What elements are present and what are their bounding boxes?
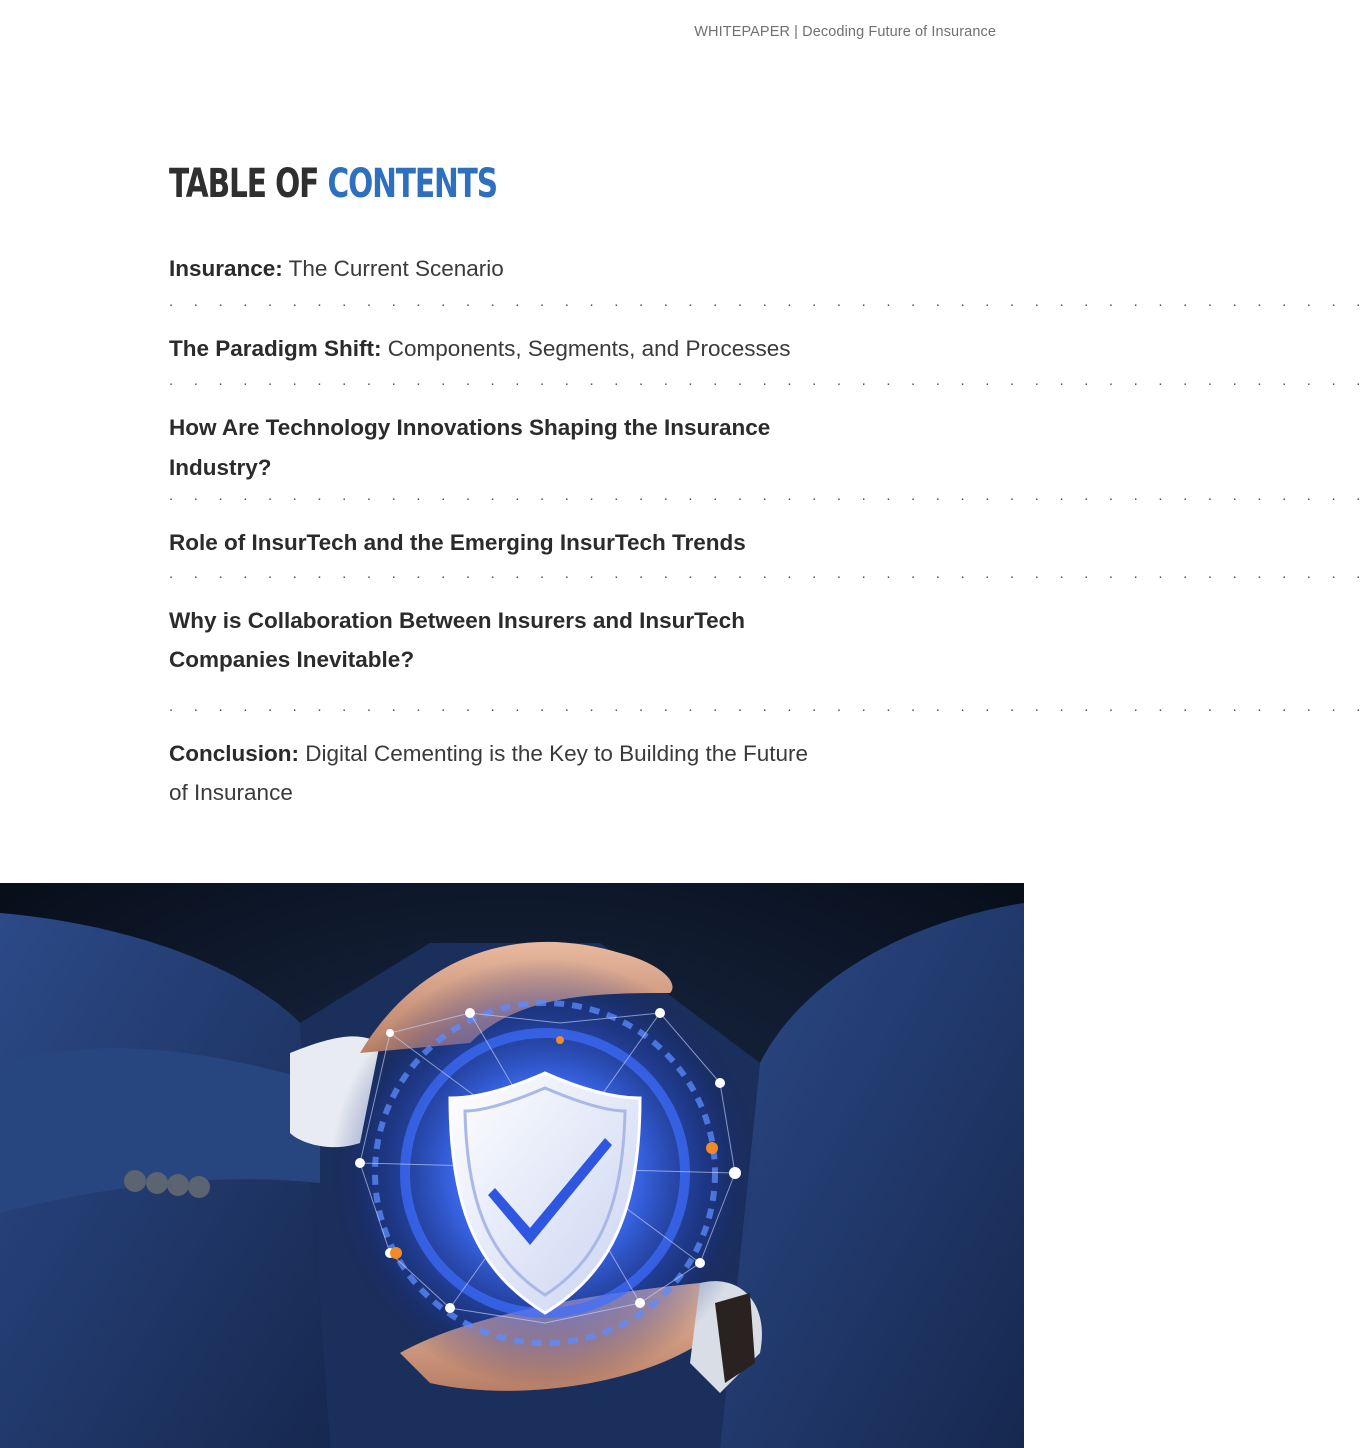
insurance-protection-illustration <box>0 883 1024 1448</box>
toc-entry-rest: The Current Scenario <box>282 256 504 281</box>
toc-entry-insurtech-trends[interactable] <box>169 523 833 563</box>
toc-entry-lead: Role of InsurTech and the Emerging InsurTech Trends <box>169 530 746 555</box>
toc-separator: . . . . . . . . . . . . . . . . . . . . . . . . . . . . . . . . . . . . . . . . . . . . . . . . . <box>169 564 1369 582</box>
toc-entry-lead: Insurance: <box>169 256 283 281</box>
accent-node-icon <box>390 1247 402 1259</box>
toc-entry-lead: The Paradigm Shift: <box>169 335 382 361</box>
toc-separator: . . . . . . . . . . . . . . . . . . . . . . . . . . . . . . . . . . . . . . . . . . . . . . . . . <box>169 487 1369 504</box>
toc-entry-insurance[interactable] <box>169 249 833 289</box>
toc-entry-conclusion[interactable] <box>169 734 833 813</box>
toc-title <box>169 160 497 208</box>
toc-entry-rest: Components, Segments, and Processes <box>381 335 791 361</box>
toc-title-plain: TABLE OF <box>169 161 319 207</box>
toc-separator: . . . . . . . . . . . . . . . . . . . . . . . . . . . . . . . . . . . . . . . . . . . . . . . . . <box>169 372 1369 389</box>
toc-separator: . . . . . . . . . . . . . . . . . . . . . . . . . . . . . . . . . . . . . . . . . . . . . . . . . <box>169 292 1369 310</box>
toc-separator: . . . . . . . . . . . . . . . . . . . . . . . . . . . . . . . . . . . . . . . . . . . . . . . . . <box>169 697 1369 715</box>
toc-entry-lead: Why is Collaboration Between Insurers and InsurTech Companies Inevitable? <box>169 607 745 672</box>
toc-entry-rest: Digital Cementing is the Key to Building the Future of Insurance <box>169 740 809 805</box>
toc-entry-technology-innovations[interactable] <box>169 408 833 487</box>
table-of-contents <box>169 249 1369 813</box>
toc-entry-collaboration[interactable] <box>169 601 833 680</box>
accent-node-icon <box>556 1036 564 1044</box>
page-header: WHITEPAPER | Decoding Future of Insurance <box>694 24 996 40</box>
toc-entry-lead: How Are Technology Innovations Shaping the Insurance Industry? <box>169 415 771 480</box>
toc-title-accent: CONTENTS <box>327 161 497 207</box>
toc-entry-paradigm-shift[interactable] <box>169 329 833 369</box>
accent-node-icon <box>706 1142 718 1154</box>
toc-entry-lead: Conclusion: <box>169 740 299 766</box>
hero-image <box>0 883 1024 1448</box>
